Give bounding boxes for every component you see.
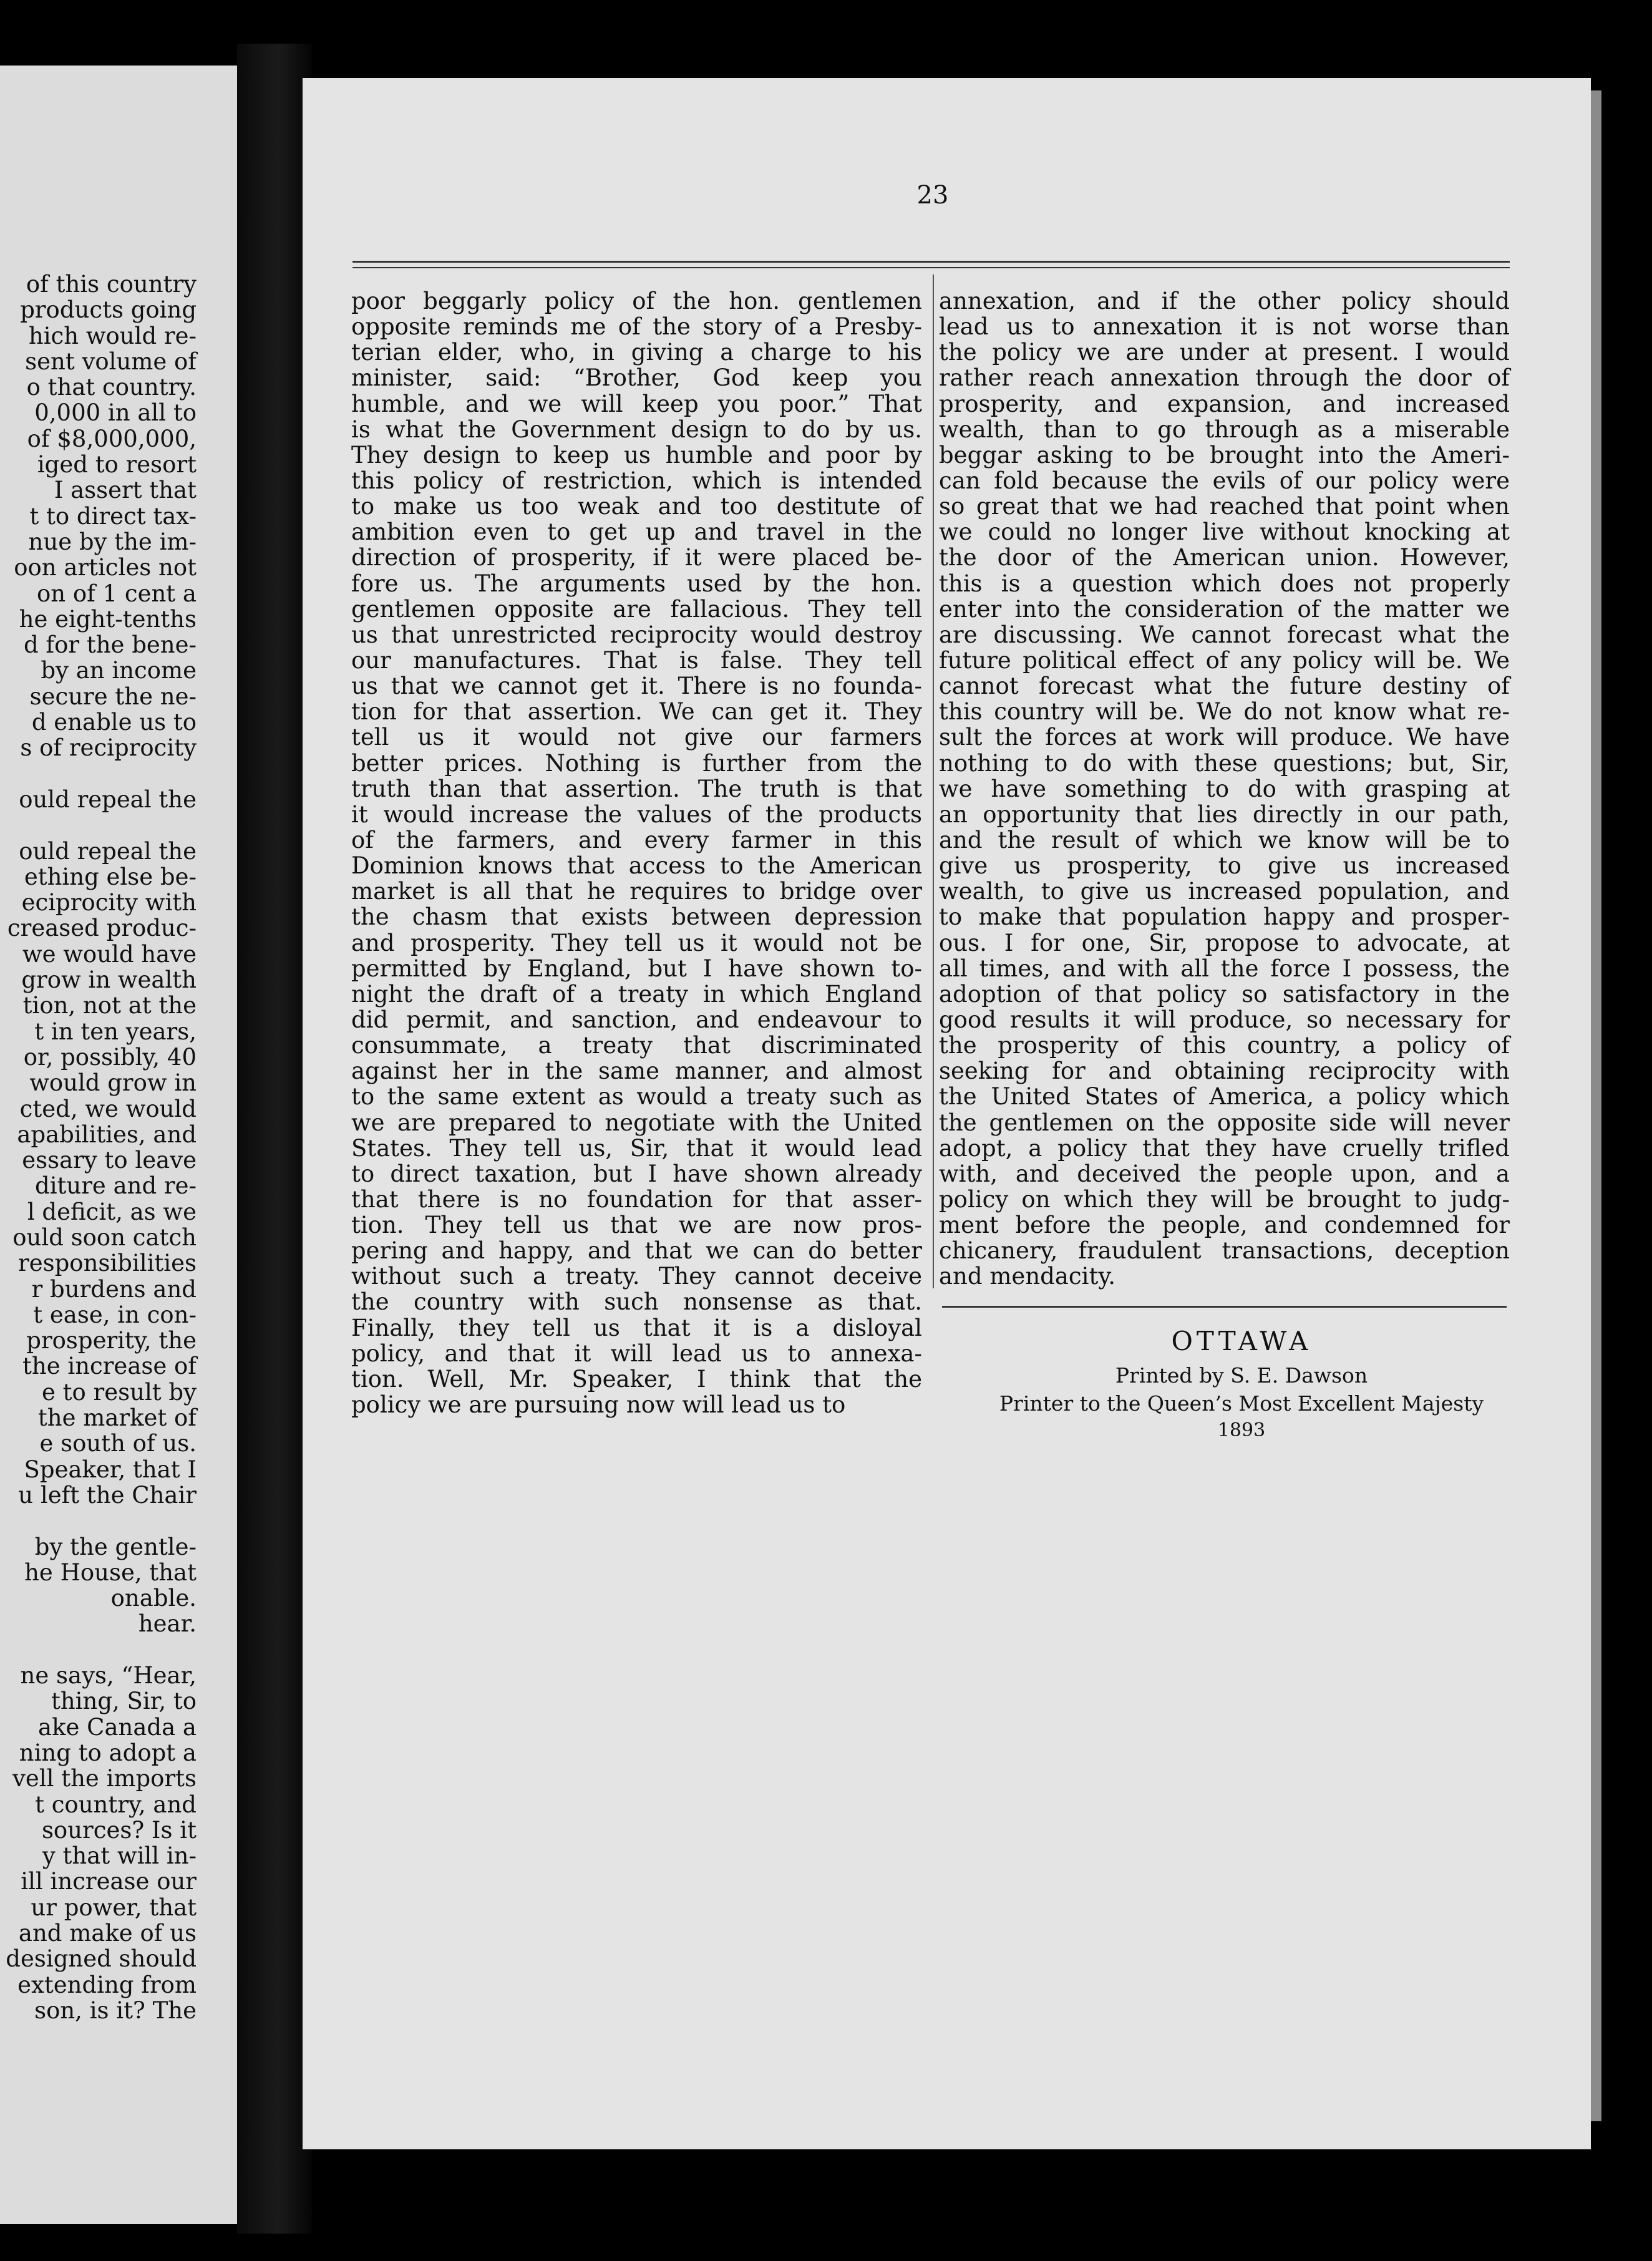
facing-page-line: on of 1 cent a: [36, 580, 197, 607]
facing-page-line: iged to resort: [37, 451, 197, 479]
text-line: truth than that assertion. The truth is that: [351, 775, 922, 802]
facing-page-line: y that will in-: [42, 1842, 197, 1870]
text-line: we have something to do with grasping at: [939, 775, 1510, 802]
text-line: did permit, and sanction, and endeavour to: [351, 1006, 922, 1033]
facing-page-line: by the gentle-: [34, 1533, 197, 1560]
facing-page-line: of $8,000,000,: [27, 425, 197, 452]
text-line: all times, and with all the force I possess, the: [939, 955, 1510, 982]
facing-page-line: 0,000 in all to: [34, 399, 197, 427]
facing-page-line: diture and re-: [35, 1172, 197, 1200]
text-line: tion. They tell us that we are now pros-: [351, 1212, 922, 1239]
facing-page-line: of this country: [26, 271, 197, 298]
text-line: pering and happy, and that we can do better: [351, 1237, 922, 1265]
facing-page-line: vell the imports: [12, 1765, 197, 1792]
facing-page-line: hich would re-: [28, 322, 197, 349]
text-line: the prosperity of this country, a policy of: [939, 1032, 1510, 1059]
facing-page-line: t in ten years,: [34, 1018, 197, 1045]
facing-page-line: o that country.: [26, 374, 197, 401]
facing-page-line: secure the ne-: [29, 683, 197, 710]
facing-page-line: extending from: [17, 1971, 197, 1998]
header-rule-top: [352, 261, 1510, 263]
text-line: permitted by England, but I have shown to-: [351, 955, 922, 982]
text-line: enter into the consideration of the matter we: [939, 595, 1510, 623]
text-line: it would increase the values of the products: [351, 800, 922, 828]
text-line: gentlemen opposite are fallacious. They tell: [351, 595, 922, 623]
facing-page-line: s of reciprocity: [20, 734, 197, 762]
text-line: so great that we had reached that point when: [939, 493, 1510, 520]
text-line: market is all that he requires to bridge over: [351, 878, 922, 905]
text-line: night the draft of a treaty in which England: [351, 980, 922, 1008]
text-line: States. They tell us, Sir, that it would lead: [351, 1134, 922, 1162]
facing-page-line: the increase of: [22, 1353, 197, 1380]
facing-page-line: or, possibly, 40: [23, 1043, 197, 1071]
text-line: to make that population happy and prosper-: [939, 903, 1510, 931]
text-line: against her in the same manner, and almost: [351, 1058, 922, 1085]
facing-page-line: would grow in: [29, 1069, 197, 1097]
text-line: seeking for and obtaining reciprocity with: [939, 1058, 1510, 1085]
text-line: opposite reminds me of the story of a Presby-: [351, 313, 922, 341]
text-line: direction of prosperity, if it were placed be-: [351, 544, 922, 571]
facing-page-line: t to direct tax-: [29, 502, 197, 530]
imprint-city: OTTAWA: [1171, 1326, 1312, 1356]
text-line: adopt, a policy that they have cruelly trifled: [939, 1134, 1510, 1162]
text-line: the country with such nonsense as that.: [351, 1288, 922, 1316]
text-line: minister, said: “Brother, God keep you: [351, 364, 922, 392]
text-line: cannot forecast what the future destiny of: [939, 673, 1510, 700]
facing-page-line: I assert that: [54, 477, 197, 504]
page-number: 23: [916, 181, 949, 210]
column-divider: [933, 275, 934, 1288]
text-line: policy, and that it will lead us to annexa-: [351, 1340, 922, 1367]
facing-page-line: ething else be-: [24, 863, 197, 890]
text-line: beggar asking to be brought into the Ameri-: [939, 441, 1510, 469]
imprint-year: 1893: [1217, 1419, 1266, 1441]
text-line: us that we cannot get it. There is no founda-: [351, 673, 922, 700]
text-line: is what the Government design to do by us.: [351, 416, 922, 443]
imprint-printer: Printed by S. E. Dawson: [1115, 1363, 1368, 1388]
facing-page-line: t country, and: [35, 1791, 197, 1818]
text-line: terian elder, who, in giving a charge to his: [351, 339, 922, 366]
text-line: of the farmers, and every farmer in this: [351, 826, 922, 853]
text-line: this policy of restriction, which is intended: [351, 467, 922, 494]
facing-page-line: oon articles not: [14, 554, 197, 581]
facing-page-line: thing, Sir, to: [51, 1688, 197, 1715]
text-line: chicanery, fraudulent transactions, deception: [939, 1237, 1510, 1265]
text-line: ous. I for one, Sir, propose to advocate, at: [939, 929, 1510, 956]
facing-page-line: ning to adopt a: [19, 1739, 197, 1766]
imprint-rule: [942, 1306, 1507, 1308]
facing-page-line: ould repeal the: [19, 785, 197, 813]
text-line: and mendacity.: [939, 1263, 1116, 1290]
text-line: prosperity, and expansion, and increased: [939, 390, 1510, 417]
text-line: future political effect of any policy will be. We: [939, 646, 1510, 674]
facing-page-line: ne says, “Hear,: [20, 1662, 197, 1690]
facing-page-line: r burdens and: [31, 1275, 197, 1303]
facing-page-line: designed should: [6, 1945, 197, 1973]
facing-page-line: [0, 1637, 197, 1663]
facing-page-line: we would have: [22, 940, 197, 968]
imprint-printer-title: Printer to the Queen’s Most Excellent Majesty: [999, 1391, 1484, 1416]
text-line: that there is no foundation for that asser-: [351, 1185, 922, 1213]
text-line: humble, and we will keep you poor.” That: [351, 390, 922, 417]
text-line: we could no longer live without knocking at: [939, 518, 1510, 546]
text-line: They design to keep us humble and poor by: [351, 441, 922, 469]
facing-page-line: d enable us to: [31, 709, 197, 736]
facing-page-line: tion, not at the: [22, 992, 197, 1019]
facing-page-line: ur power, that: [31, 1894, 197, 1921]
facing-page-line: ould repeal the: [19, 837, 197, 865]
text-line: wealth, to give us increased population, and: [939, 878, 1510, 905]
text-line: Dominion knows that access to the American: [351, 852, 922, 880]
text-line: rather reach annexation through the door of: [939, 364, 1510, 392]
facing-page-line: creased produc-: [7, 915, 197, 942]
facing-page-line: d for the bene-: [23, 631, 197, 659]
text-line: tion for that assertion. We can get it. They: [351, 698, 922, 726]
text-line: tell us it would not give our farmers: [351, 724, 922, 751]
text-line: give us prosperity, to give us increased: [939, 852, 1510, 880]
facing-page-line: products going: [20, 296, 197, 324]
facing-page-line: t ease, in con-: [33, 1301, 197, 1328]
facing-page-line: ould soon catch: [12, 1223, 197, 1251]
facing-page-line: nue by the im-: [28, 528, 197, 555]
facing-page-line: and make of us: [18, 1920, 197, 1947]
facing-page-line: ake Canada a: [38, 1713, 197, 1741]
text-line: ambition even to get up and travel in the: [351, 518, 922, 546]
facing-page-line: Speaker, that I: [24, 1456, 197, 1483]
text-line: Finally, they tell us that it is a disloyal: [351, 1314, 922, 1341]
facing-page-line: he eight-tenths: [19, 605, 197, 633]
text-line: us that unrestricted reciprocity would destroy: [351, 621, 922, 648]
text-line: an opportunity that lies directly in our path,: [939, 800, 1510, 828]
facing-page-line: prosperity, the: [26, 1327, 197, 1354]
facing-page-line: sent volume of: [25, 348, 197, 375]
text-column-left: [351, 288, 922, 1417]
facing-page-line: ill increase our: [21, 1868, 197, 1895]
facing-page-line: onable.: [110, 1585, 197, 1612]
text-line: nothing to do with these questions; but, Sir,: [939, 749, 1510, 777]
text-line: to the same extent as would a treaty such as: [351, 1083, 922, 1111]
text-line: the door of the American union. However,: [939, 544, 1510, 571]
facing-page-line: essary to leave: [22, 1147, 197, 1174]
text-line: can fold because the evils of our policy were: [939, 467, 1510, 494]
facing-page-line: [0, 1508, 197, 1534]
text-line: poor beggarly policy of the hon. gentlemen: [351, 288, 922, 314]
text-line: to make us too weak and too destitute of: [351, 493, 922, 520]
header-rule-bottom: [352, 267, 1510, 268]
text-line: the policy we are under at present. I would: [939, 339, 1510, 366]
book-spine: [237, 44, 312, 2234]
text-line: and the result of which we know will be to: [939, 826, 1510, 853]
facing-page-line: the market of: [37, 1404, 197, 1432]
facing-page-line: e to result by: [41, 1378, 197, 1406]
text-line: we are prepared to negotiate with the United: [351, 1109, 922, 1136]
facing-page-line: son, is it? The: [34, 1996, 197, 2024]
text-line: adoption of that policy so satisfactory in the: [939, 980, 1510, 1008]
facing-page-text: [0, 271, 197, 2023]
text-line: annexation, and if the other policy should: [939, 288, 1510, 314]
facing-page-line: [0, 812, 197, 838]
text-line: wealth, than to go through as a miserable: [939, 416, 1510, 443]
text-line: lead us to annexation it is not worse than: [939, 313, 1510, 341]
facing-page-line: apabilities, and: [17, 1121, 197, 1148]
facing-page-line: he House, that: [24, 1558, 197, 1586]
text-line: better prices. Nothing is further from the: [351, 749, 922, 777]
text-line: and prosperity. They tell us it would not be: [351, 929, 922, 956]
text-line: tion. Well, Mr. Speaker, I think that the: [351, 1365, 922, 1393]
text-line: without such a treaty. They cannot deceive: [351, 1263, 922, 1290]
text-line: ment before the people, and condemned for: [939, 1212, 1510, 1239]
text-line: policy we are pursuing now will lead us to: [351, 1391, 846, 1419]
facing-page-line: eciprocity with: [21, 889, 197, 917]
text-line: the gentlemen on the opposite side will never: [939, 1109, 1510, 1136]
facing-page-line: by an income: [41, 657, 197, 684]
text-line: sult the forces at work will produce. We have: [939, 724, 1510, 751]
facing-page-line: cted, we would: [19, 1095, 197, 1122]
facing-page-line: grow in wealth: [21, 966, 197, 994]
text-line: are discussing. We cannot forecast what the: [939, 621, 1510, 648]
text-line: fore us. The arguments used by the hon.: [351, 570, 922, 597]
text-line: with, and deceived the people upon, and a: [939, 1160, 1510, 1187]
facing-page-line: responsibilities: [18, 1250, 197, 1277]
facing-page-line: sources? Is it: [41, 1816, 197, 1844]
text-line: consummate, a treaty that discriminated: [351, 1032, 922, 1059]
text-line: good results it will produce, so necessary for: [939, 1006, 1510, 1033]
text-line: this is a question which does not properly: [939, 570, 1510, 597]
facing-page: [0, 66, 237, 2224]
facing-page-line: l deficit, as we: [27, 1198, 197, 1225]
facing-page-line: e south of us.: [39, 1430, 197, 1457]
text-line: to direct taxation, but I have shown already: [351, 1160, 922, 1187]
text-column-right: [939, 288, 1510, 1289]
text-line: policy on which they will be brought to judg-: [939, 1185, 1510, 1213]
facing-page-line: [0, 761, 197, 787]
facing-page-line: u left the Chair: [18, 1481, 197, 1509]
facing-page-line: hear.: [138, 1610, 197, 1638]
text-line: this country will be. We do not know what re-: [939, 698, 1510, 726]
text-line: the chasm that exists between depression: [351, 903, 922, 931]
text-line: our manufactures. That is false. They tell: [351, 646, 922, 674]
text-line: the United States of America, a policy which: [939, 1083, 1510, 1111]
